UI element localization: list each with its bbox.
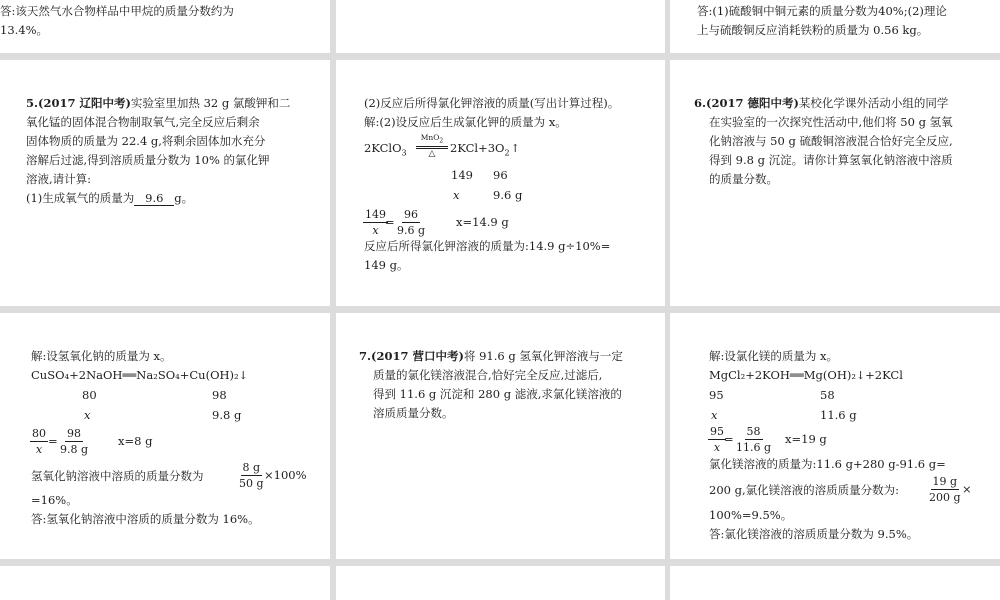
denominator: x	[372, 224, 379, 237]
denominator: 9.6 g	[397, 224, 426, 237]
question-source: (2017 德阳中考)	[706, 96, 799, 110]
question-7-line-4: 溶质质量分数。	[373, 406, 454, 420]
variable-2: 11.6 g	[820, 408, 857, 422]
equals-sign: =	[48, 434, 58, 448]
numerator: 8 g	[242, 461, 261, 474]
question-5-line-4: 溶解后过滤,得到溶质质量分数为 10% 的氯化钾	[26, 153, 270, 167]
numerator: 149	[365, 208, 386, 221]
molar-mass-2: 96	[493, 168, 508, 182]
heat-symbol: △	[428, 148, 436, 159]
denominator: 9.8 g	[60, 443, 89, 456]
precipitate-arrow-icon: ↓	[238, 369, 248, 382]
variable-2: 9.6 g	[493, 188, 523, 202]
solution-line-1: (2)反应后所得氯化钾溶液的质量(写出计算过程)。	[364, 96, 620, 110]
bottom-middle-card	[336, 566, 665, 600]
products	[450, 141, 520, 157]
numerator: 80	[32, 427, 46, 440]
bottom-left-card	[0, 566, 330, 600]
catalyst-sub: 2	[439, 137, 444, 145]
chemical-equation	[709, 368, 903, 382]
question-number: 6.	[694, 96, 707, 110]
question-text: 实验室里加热 32 g 氯酸钾和二	[130, 96, 291, 110]
numerator: 58	[746, 425, 761, 438]
fraction-2	[58, 427, 90, 456]
denominator: x	[713, 441, 721, 454]
subscript: 2	[504, 148, 510, 158]
question-source: (2017 辽阳中考)	[38, 96, 131, 110]
denominator: 50 g	[239, 477, 264, 490]
bottom-right-card	[670, 566, 1000, 600]
variable-2: 9.8 g	[212, 408, 242, 422]
variable-1: x	[84, 408, 91, 422]
top-right-card	[670, 0, 1000, 53]
answer-blank: 9.6	[134, 191, 174, 206]
equals-bar-top	[416, 146, 448, 147]
question-5-line-3: 固体物质的质量为 22.4 g,将剩余固体加水充分	[26, 134, 266, 148]
percent-line	[31, 468, 204, 484]
equation-text: MgCl₂+2KOH══Mg(OH)₂	[709, 368, 856, 382]
question-5-line-1	[26, 94, 290, 113]
question-text: 某校化学课外活动小组的同学	[798, 96, 949, 110]
equals-sign: =	[385, 215, 395, 229]
subscript: 3	[401, 148, 407, 158]
question-6-line-5: 的质量分数。	[709, 172, 778, 186]
solution-mass-line-1: 氯化镁溶液的质量为:11.6 g+280 g-91.6 g=	[709, 457, 946, 471]
top-middle-card	[336, 0, 665, 53]
percent-fraction	[237, 461, 266, 490]
product-text: 2KCl+3O	[450, 141, 505, 155]
mass-line-prefix: 200 g,氯化镁溶液的溶质质量分数为:	[709, 483, 899, 497]
percent-fraction	[927, 475, 963, 504]
question-7-line-3: 得到 11.6 g 沉淀和 280 g 滤液,求氯化镁溶液的	[373, 387, 622, 401]
percent-suffix: ×100%	[264, 468, 307, 482]
numerator: 19 g	[932, 475, 958, 488]
question-6-line-1	[694, 94, 948, 113]
top-right-line-1: 答:(1)硫酸铜中铜元素的质量分数为40%;(2)理论	[697, 4, 947, 18]
molar-mass-2: 58	[820, 388, 835, 402]
variable-1: x	[711, 408, 718, 422]
denominator: 11.6 g	[736, 441, 772, 454]
result: x=14.9 g	[456, 215, 509, 229]
equation-tail: +2KCl	[865, 368, 903, 382]
question-5-card	[0, 60, 330, 306]
question-7-line-1	[359, 347, 623, 366]
question-number: 5.	[26, 96, 39, 110]
fraction-1	[30, 427, 48, 456]
question-6-line-3: 化钠溶液与 50 g 硫酸铜溶液混合恰好完全反应,	[709, 134, 953, 148]
question-6-line-4: 得到 9.8 g 沉淀。请你计算氢氧化钠溶液中溶质	[709, 153, 953, 167]
variable-1: x	[453, 188, 460, 202]
question-6-card	[670, 60, 1000, 306]
percent-prefix: 氢氧化钠溶液中溶质的质量分数为	[31, 469, 204, 483]
question-5-solution-card	[336, 60, 665, 306]
question-7-solution-card	[670, 313, 1000, 559]
sub-question-prefix: (1)生成氧气的质量为	[26, 191, 135, 205]
question-6-line-2: 在实验室的一次探究性活动中,他们将 50 g 氢氧	[709, 115, 953, 129]
question-7-line-2: 质量的氯化镁溶液混合,恰好完全反应,过滤后,	[373, 368, 603, 382]
top-left-line-2: 13.4%。	[0, 23, 49, 37]
numerator: 95	[710, 425, 724, 438]
numerator: 98	[67, 427, 82, 440]
top-left-card	[0, 0, 330, 53]
question-5-line-2: 氧化锰的固体混合物制取氧气,完全反应后剩余	[26, 115, 260, 129]
precipitate-arrow-icon: ↓	[855, 369, 866, 382]
numerator: 96	[404, 208, 419, 221]
question-number: 7.	[359, 349, 372, 363]
fraction-2	[734, 425, 773, 454]
solution-answer: 答:氯化镁溶液的溶质质量分数为 9.5%。	[709, 527, 919, 541]
equation-text: CuSO₄+2NaOH══Na₂SO₄+Cu(OH)₂	[31, 368, 239, 382]
result: x=19 g	[785, 432, 827, 446]
solution-line-1: 解:设氢氧化钠的质量为 x。	[31, 349, 172, 363]
molar-mass-1: 80	[82, 388, 97, 402]
molar-mass-2: 98	[212, 388, 227, 402]
fraction-2	[395, 208, 427, 237]
solution-line-2: 解:(2)设反应后生成氯化钾的质量为 x。	[364, 115, 567, 129]
molar-mass-1: 149	[451, 168, 473, 182]
solution-result-line-2: 149 g。	[364, 258, 409, 272]
percent-suffix: ×	[962, 482, 972, 496]
top-left-line-1: 答:该天然气水合物样品中甲烷的质量分数约为	[0, 4, 234, 18]
molar-mass-1: 95	[709, 388, 724, 402]
question-text: 将 91.6 g 氢氧化钾溶液与一定	[463, 349, 623, 363]
chemical-equation	[31, 368, 248, 382]
gas-arrow-icon: ↑	[510, 142, 520, 155]
question-5-line-5: 溶液,请计算:	[26, 172, 92, 186]
equals-sign: =	[724, 432, 734, 446]
catalyst	[421, 133, 444, 146]
reactant: 2KClO	[364, 141, 402, 155]
question-7-card	[336, 313, 665, 559]
result: x=8 g	[118, 434, 153, 448]
question-6-solution-card	[0, 313, 330, 559]
catalyst-text: MnO	[420, 133, 440, 142]
question-source: (2017 营口中考)	[371, 349, 464, 363]
reaction-condition	[416, 133, 448, 159]
percent-line-2: =16%。	[31, 493, 78, 507]
solution-mass-line-2	[709, 482, 899, 498]
solution-line-1: 解:设氯化镁的质量为 x。	[709, 349, 839, 363]
answer-unit: g。	[174, 191, 194, 205]
question-5-sub-1	[26, 189, 193, 208]
solution-answer: 答:氢氧化钠溶液中溶质的质量分数为 16%。	[31, 512, 260, 526]
denominator: 200 g	[929, 491, 961, 504]
solution-mass-line-3: 100%=9.5%。	[709, 508, 793, 522]
top-right-line-2: 上与硫酸铜反应消耗铁粉的质量为 0.56 kg。	[697, 23, 929, 37]
denominator: x	[35, 443, 43, 456]
solution-result-line-1: 反应后所得氯化钾溶液的质量为:14.9 g÷10%=	[364, 239, 611, 253]
chemical-equation	[364, 141, 407, 157]
